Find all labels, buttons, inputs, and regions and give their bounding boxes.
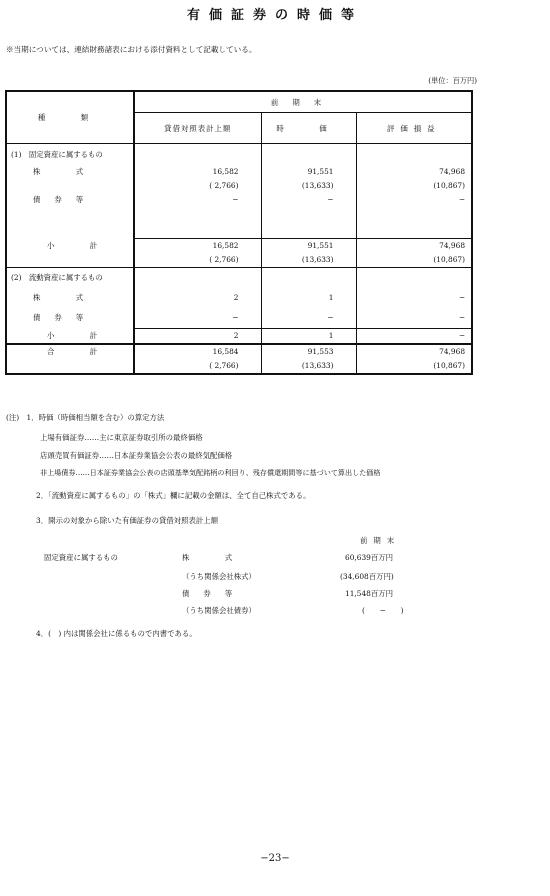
total-book-sub: ( 2,766) (209, 361, 239, 370)
total-diff: 74,968 (356, 344, 472, 359)
s1-bond-book: − (232, 194, 239, 204)
total-book: 16,584 (134, 344, 261, 359)
top-note: ※当期については、連結財務諸表における添付資料として記載している。 (6, 45, 257, 54)
section2-bond-label: 債券等 (6, 308, 134, 329)
s2-stock-market: 1 (261, 288, 356, 308)
section2-stock-label: 株 式 (6, 288, 134, 308)
section1-label: (1) 固定資産に属するもの (6, 144, 134, 165)
s1-sub-book: 16,582 (134, 238, 261, 253)
s1-stock-market-sub: (13,633) (261, 178, 356, 192)
s1-bond-diff: − (356, 192, 472, 206)
s2-bond-diff: − (356, 308, 472, 329)
note-3-affil-stock: （うち関係会社株式） (182, 572, 256, 581)
unit-label: (単位：百万円) (428, 76, 477, 85)
note-1: (注) 1．時価（時価相当額を含む）の算定方法 (6, 413, 165, 422)
total-diff-sub: (10,867) (356, 359, 472, 374)
s1-sub-market: 91,551 (261, 238, 356, 253)
s2-bond-market: − (261, 308, 356, 329)
note-3-affil-stock-val: (34,608百万円) (340, 572, 394, 581)
s2-stock-diff: − (356, 288, 472, 308)
page-number: −23− (260, 853, 290, 864)
total-label: 合 計 (6, 344, 134, 359)
total-market-sub: (13,633) (261, 359, 356, 374)
note-1c: 非上場債券……日本証券業協会公表の店頭基準気配銘柄の利回り、残存償還期間等に基づいて算出した価格 (40, 468, 381, 477)
header-kind: 種 類 (6, 91, 134, 144)
s1-stock-diff: 74,968 (356, 164, 472, 178)
section2-label: (2) 流動資産に属するもの (6, 267, 134, 288)
s2-sub-diff: − (356, 328, 472, 344)
section1-bond-label: 債券等 (6, 192, 134, 206)
header-market-value: 時 価 (261, 113, 356, 144)
note-3-affil-bond: （うち関係会社債券） (182, 606, 256, 615)
note-4: 4．( ) 内は関係会社に係るもので内書である。 (36, 629, 197, 638)
securities-table (5, 90, 473, 375)
s2-stock-book: 2 (233, 293, 239, 302)
s2-sub-book: 2 (134, 328, 261, 344)
s1-bond-market: − (261, 192, 356, 206)
note-3-group: 固定資産に属するもの (44, 553, 118, 562)
note-3-stock: 株 式 (182, 553, 247, 562)
note-3-period: 前期末 (360, 536, 401, 545)
s1-stock-book: 16,582 (212, 166, 239, 176)
header-period: 前期末 (134, 91, 472, 113)
s1-sub-book-sub: ( 2,766) (134, 253, 261, 268)
s2-sub-market: 1 (261, 328, 356, 344)
note-3-bond: 債券等 (182, 589, 247, 598)
note-3-affil-bond-val: ( − ) (362, 606, 404, 615)
s1-sub-diff-sub: (10,867) (356, 253, 472, 268)
note-1b: 店頭売買有価証券……日本証券業協会公表の最終気配価格 (40, 451, 233, 460)
total-market: 91,553 (261, 344, 356, 359)
header-book-value: 貸借対照表計上額 (134, 113, 261, 144)
s1-sub-market-sub: (13,633) (261, 253, 356, 268)
s1-sub-diff: 74,968 (356, 238, 472, 253)
s2-bond-book: − (232, 313, 239, 322)
section2-subtotal-label: 小 計 (6, 328, 134, 344)
s1-stock-book-sub: ( 2,766) (209, 180, 239, 190)
s1-stock-diff-sub: (10,867) (356, 178, 472, 192)
page-title: 有価証券の時価等 (186, 8, 363, 23)
header-valuation-diff: 評価損益 (356, 113, 472, 144)
s1-stock-market: 91,551 (261, 164, 356, 178)
note-3: 3．開示の対象から除いた有価証券の貸借対照表計上額 (36, 516, 219, 525)
note-1a: 上場有価証券……主に東京証券取引所の最終価格 (40, 433, 203, 442)
section1-stock-label: 株 式 (6, 164, 134, 178)
note-3-bond-val: 11,548百万円 (345, 589, 394, 598)
section1-subtotal-label: 小 計 (6, 238, 134, 253)
note-2: 2．「流動資産に属するもの」の「株式」欄に記載の金額は、全て自己株式である。 (36, 491, 311, 500)
note-3-stock-val: 60,639百万円 (345, 553, 394, 562)
